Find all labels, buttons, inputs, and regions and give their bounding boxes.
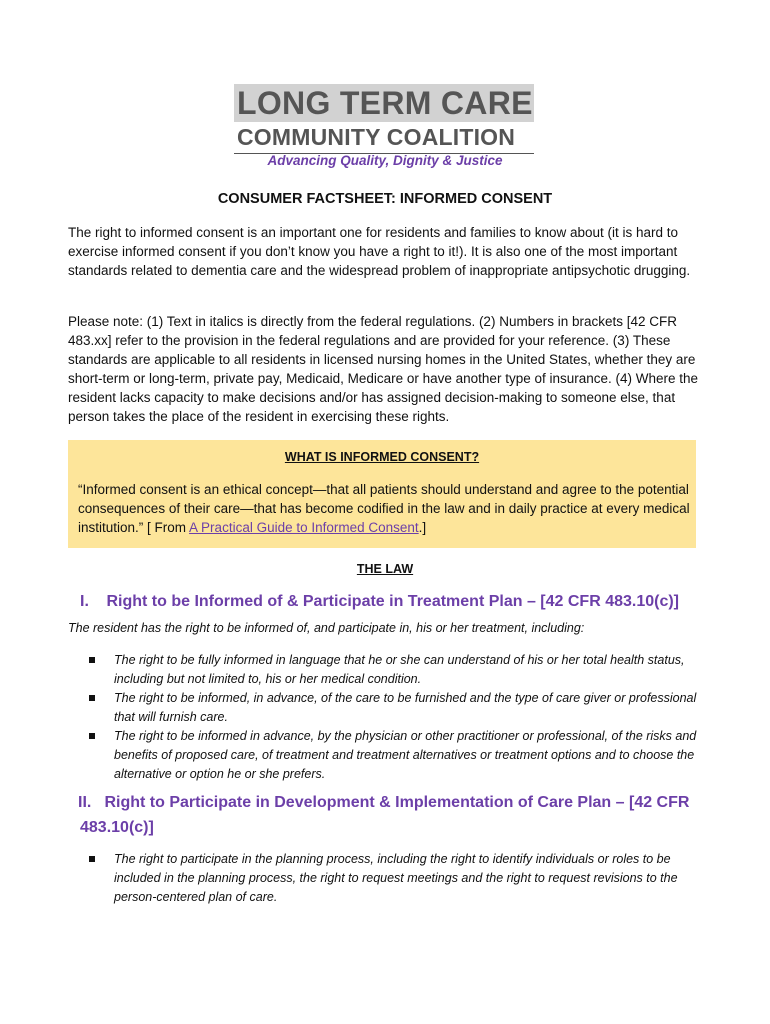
square-bullet-icon	[89, 733, 95, 739]
list-item-text: The right to participate in the planning process, including the right to identify individuals or roles to be included in the planning process, the right to request meetings and the right to request revisions to the person-centered plan of care.	[114, 852, 678, 904]
logo-tagline: Advancing Quality, Dignity & Justice	[267, 153, 503, 168]
square-bullet-icon	[89, 695, 95, 701]
note-paragraph: Please note: (1) Text in italics is directly from the federal regulations. (2) Numbers in brackets [42 CFR 483.xx] refer to the provision in the federal regulations and are provided for your reference. (3) These standards are applicable to all residents in licensed nursing homes in the United States, whether they are short-term or long-term, private pay, Medicaid, Medicare or have another type of insurance. (4) Where the resident lacks capacity to make decisions and/or has assigned decision-making to someone else, that person takes the place of the resident in exercising these rights.	[68, 314, 699, 424]
list-item	[86, 689, 704, 727]
practical-guide-link[interactable]: A Practical Guide to Informed Consent	[189, 520, 419, 535]
section-2-heading	[80, 790, 700, 840]
callout-quote	[78, 480, 690, 537]
list-item-text: The right to be fully informed in language that he or she can understand of his or her total health status, including but not limited to, his or her medical condition.	[114, 653, 685, 686]
law-heading: THE LAW	[356, 562, 414, 576]
list-item	[86, 850, 704, 907]
section-2-list	[86, 850, 704, 907]
square-bullet-icon	[89, 856, 95, 862]
section-1-number: I.	[80, 593, 89, 610]
informed-consent-callout	[68, 440, 696, 548]
quote-text: “Informed consent is an ethical concept—that all patients should understand and agree to the potential consequences of their care—that has become codified in the law and in daily practice at every medical institution.” [ From	[78, 482, 690, 535]
coalition-logo	[234, 84, 534, 154]
callout-title: WHAT IS INFORMED CONSENT?	[284, 450, 480, 464]
list-item-text: The right to be informed in advance, by the physician or other practitioner or professional, of the risks and benefits of proposed care, of treatment and treatment alternatives or treatment options and to choose the alternative or option he or she prefers.	[114, 729, 697, 781]
section-2-number: II.	[78, 794, 92, 811]
list-item	[86, 651, 704, 689]
page-title: CONSUMER FACTSHEET: INFORMED CONSENT	[217, 191, 553, 207]
logo-line-1: LONG TERM CARE	[234, 84, 534, 122]
section-1-list	[86, 651, 704, 784]
square-bullet-icon	[89, 657, 95, 663]
intro-paragraph: The right to informed consent is an important one for residents and families to know about (it is hard to exercise informed consent if you don’t know you have a right to it!). It is also one of the most important standards related to dementia care and the widespread problem of inappropriate antipsychotic drugging.	[68, 225, 691, 278]
section-1-heading	[80, 589, 700, 614]
section-1-intro: The resident has the right to be informed of, and participate in, his or her treatment, including:	[68, 621, 585, 635]
section-2-title: Right to Participate in Development & Implementation of Care Plan – [42 CFR 483.10(c)]	[80, 794, 690, 836]
list-item-text: The right to be informed, in advance, of the care to be furnished and the type of care giver or professional that will furnish care.	[114, 691, 697, 724]
section-1-title: Right to be Informed of & Participate in Treatment Plan – [42 CFR 483.10(c)]	[106, 593, 680, 610]
list-item	[86, 727, 704, 784]
logo-line-2: COMMUNITY COALITION	[237, 124, 516, 150]
quote-end: .]	[418, 520, 427, 535]
